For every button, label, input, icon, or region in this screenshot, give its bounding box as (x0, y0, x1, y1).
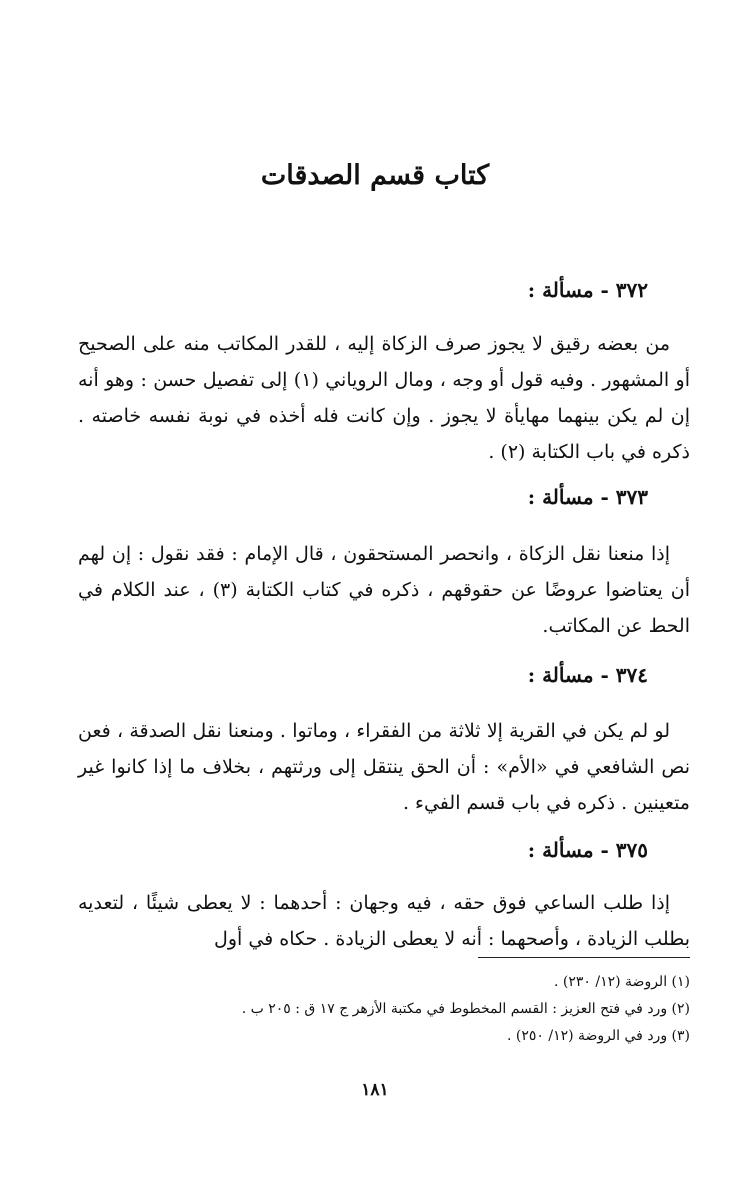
issue-text-372 (78, 326, 690, 470)
issue-heading-373: ٣٧٣ - مسألة : (527, 485, 648, 509)
paragraph: إذا طلب الساعي فوق حقه ، فيه وجهان : أحدهما : لا يعطى شيئًا ، لتعديه بطلب الزيادة ، وأصحهما : أنه لا يعطى الزيادة . حكاه في أول (78, 892, 690, 950)
page-number: ١٨١ (361, 1080, 389, 1100)
issue-heading-374: ٣٧٤ - مسألة : (527, 663, 648, 687)
issue-heading-375: ٣٧٥ - مسألة : (527, 838, 648, 862)
issue-text-373 (78, 536, 690, 644)
footnote-separator (478, 957, 690, 958)
footnote-2: (٢) ورد في فتح العزيز : القسم المخطوط في مكتبة الأزهر ج ١٧ ق : ٢٠٥ ب . (241, 1001, 690, 1017)
chapter-title: كتاب قسم الصدقات (260, 160, 490, 191)
paragraph: إذا منعنا نقل الزكاة ، وانحصر المستحقون ، قال الإمام : فقد نقول : إن لهم أن يعتاضوا عروضًا عن حقوقهم ، ذكره في كتاب الكتابة (٣) ، عند الكلام في الحط عن المكاتب. (78, 543, 690, 637)
issue-text-374 (78, 713, 690, 821)
footnotes (78, 969, 690, 1050)
issue-text-375 (78, 885, 690, 957)
footnote-1: (١) الروضة (١٢/ ٢٣٠) . (553, 974, 690, 990)
paragraph: من بعضه رقيق لا يجوز صرف الزكاة إليه ، للقدر المكاتب منه على الصحيح أو المشهور . وفيه قول أو وجه ، ومال الروياني (١) إلى تفصيل حسن : وهو أنه إن لم يكن بينهما مهايأة لا يجوز . وإن كانت فله أخذه في نوبة نفسه خاصته . ذكره في باب الكتابة (٢) . (78, 333, 690, 463)
issue-heading-372: ٣٧٢ - مسألة : (527, 278, 648, 302)
paragraph: لو لم يكن في القرية إلا ثلاثة من الفقراء ، وماتوا . ومنعنا نقل الصدقة ، فعن نص الشافعي في «الأم» : أن الحق ينتقل إلى ورثتهم ، بخلاف ما إذا كانوا غير متعينين . ذكره في باب قسم الفيء . (78, 720, 690, 814)
footnote-3: (٣) ورد في الروضة (١٢/ ٢٥٠) . (506, 1028, 690, 1044)
